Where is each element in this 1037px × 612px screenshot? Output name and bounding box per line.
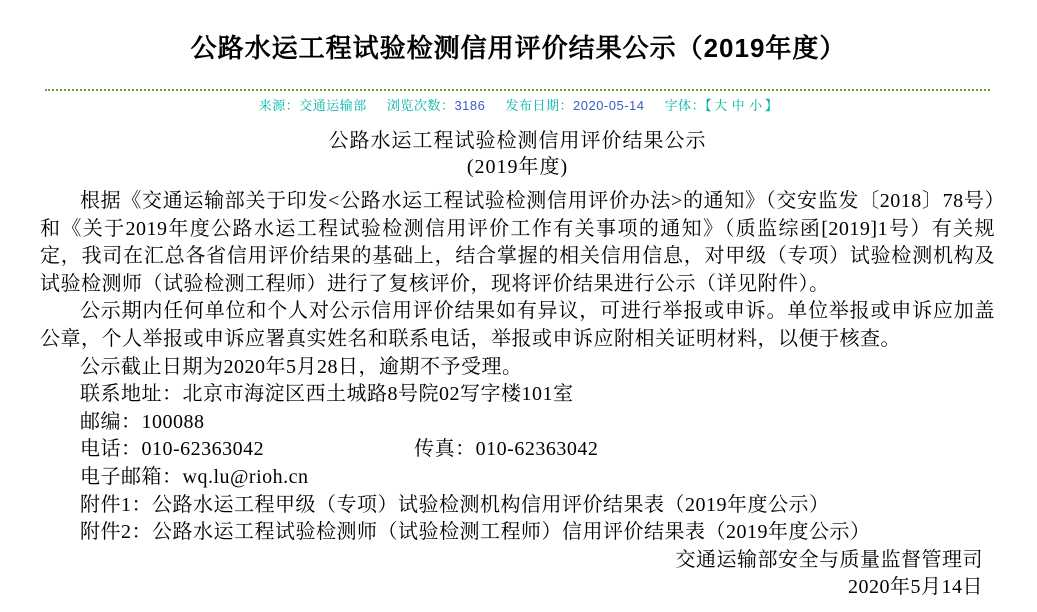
paragraph-objection: 公示期内任何单位和个人对公示信用评价结果如有异议，可进行举报或申诉。单位举报或申诉应加盖公章，个人举报或申诉应署真实姓名和联系电话，举报或申诉应附相关证明材料，以便于核查。 [40, 300, 995, 350]
bracket-open: 【 [705, 98, 713, 113]
article-paragraphs [40, 188, 995, 602]
meta-views-value: 3186 [454, 98, 486, 113]
dotted-divider [45, 89, 990, 91]
meta-pubdate-value: 2020-05-14 [573, 98, 645, 113]
signature-department: 交通运输部安全与质量监督管理司 [675, 548, 983, 571]
signature-date: 2020年5月14日 [848, 576, 983, 599]
paragraph-contact-address: 联系地址：北京市海淀区西土城路8号院02写字楼101室 [80, 383, 574, 406]
fax-number: 传真：010-62363042 [414, 438, 599, 461]
article-heading-line1: 公路水运工程试验检测信用评价结果公示 [328, 130, 707, 152]
meta-font-label: 字体： [664, 98, 706, 113]
paragraph-phone-fax [40, 436, 995, 464]
article-body [40, 128, 995, 602]
paragraph-email: 电子邮箱：wq.lu@rioh.cn [80, 465, 309, 488]
meta-source-label: 来源： [258, 98, 300, 113]
paragraph-basis: 根据《交通运输部关于印发<公路水运工程试验检测信用评价办法>的通知》（交安监发〔2018〕78号）和《关于2019年度公路水运工程试验检测信用评价工作有关事项的通知》（质监综函[2019]1号）有关规定，我司在汇总各省信用评价结果的基础上，结合掌握的相关信用信息，对甲级（专项）试验检测机构及试验检测师（试验检测工程师）进行了复核评价，现将评价结果进行公示（详见附件）。 [40, 190, 995, 295]
meta-bar [0, 95, 1037, 114]
font-size-large-button[interactable]: 大 [714, 98, 728, 113]
meta-pubdate [505, 98, 644, 113]
page-title: 公路水运工程试验检测信用评价结果公示（2019年度） [190, 33, 847, 63]
meta-views [387, 98, 485, 113]
paragraph-deadline: 公示截止日期为2020年5月28日，逾期不予受理。 [80, 355, 523, 378]
meta-source [259, 98, 367, 113]
meta-views-label: 浏览次数： [386, 98, 455, 113]
bracket-close: 】 [764, 98, 779, 113]
phone-number: 电话：010-62363042 [80, 438, 265, 461]
meta-font-size-switcher [665, 98, 779, 113]
meta-pubdate-label: 发布日期： [505, 98, 573, 113]
meta-source-value: 交通运输部 [299, 98, 367, 113]
paragraph-attachment-2: 附件2：公路水运工程试验检测师（试验检测工程师）信用评价结果表（2019年度公示） [80, 521, 871, 544]
paragraph-attachment-1: 附件1：公路水运工程甲级（专项）试验检测机构信用评价结果表（2019年度公示） [80, 493, 830, 516]
font-size-small-button[interactable]: 小 [749, 98, 763, 113]
article-heading-line2: (2019年度) [466, 156, 569, 178]
font-size-medium-button[interactable]: 中 [731, 98, 746, 113]
paragraph-postcode: 邮编：100088 [80, 410, 205, 433]
